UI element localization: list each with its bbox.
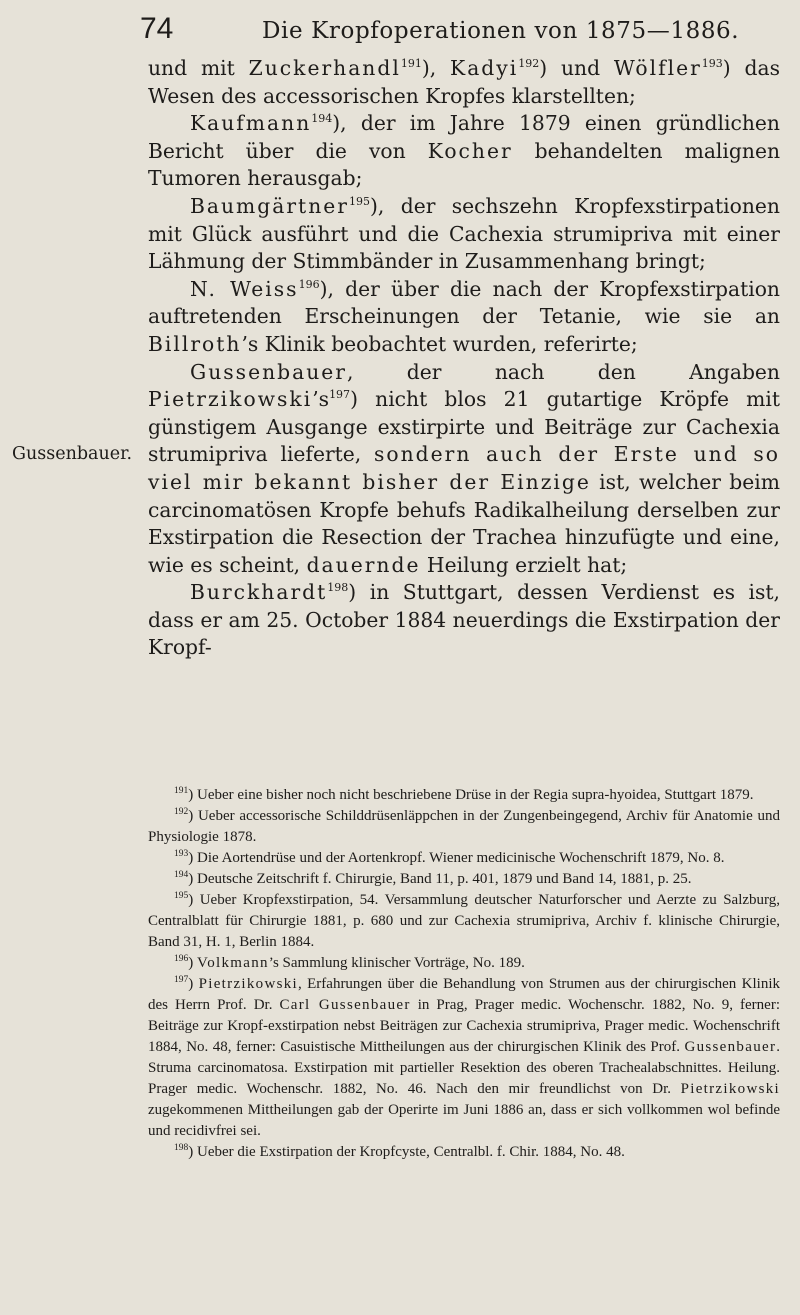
footnote-ref: 191 xyxy=(400,57,422,71)
footnote-ref: 195 xyxy=(348,195,370,209)
footnote-191: $^{191}$) Ueber eine bisher noch nicht beschriebene Drüse in der Regia supra-hyoidea, Stuttgart 1879. xyxy=(174,786,754,803)
footnote-ref: 196 xyxy=(298,277,320,291)
page-number: 74 xyxy=(140,12,174,45)
footnote-194: $^{194}$) Deutsche Zeitschrift f. Chirurgie, Band 11, p. 401, 1879 und Band 14, 1881, p. 25. xyxy=(174,870,692,887)
footnote-ref: 198 xyxy=(327,581,349,595)
author-name: Billroth xyxy=(148,331,242,356)
paragraph-2: Kaufmann$^{194}$), der im Jahre 1879 einen gründlichen Bericht über die von Kocher behandelten malignen Tumoren herausgab; xyxy=(148,111,781,191)
emphasis: dauernde xyxy=(306,552,421,577)
footnote-ref: 194 xyxy=(311,112,333,126)
author-name: Gussenbauer xyxy=(684,1039,777,1055)
author-name: Pietrzikowski xyxy=(198,976,299,992)
author-name: Carl Gussenbauer xyxy=(279,997,411,1013)
emphasis: sondern auch der Erste und so viel mir bekannt bisher der Einzige xyxy=(148,442,781,494)
footnote-195: $^{195}$) Ueber Kropfexstirpation, 54. Versammlung deutscher Naturforscher und Aerzte zu Salzburg, Centralblatt für Chirurgie 1881, p. 680 und zur Cachexia strumipriva, Archiv f. klinische Chirurgie, Band 31, H. 1, Berlin 1884. xyxy=(148,891,780,950)
main-text xyxy=(148,55,780,662)
author-name: Pietrzikowski xyxy=(148,387,313,412)
author-name: Gussenbauer xyxy=(190,359,347,384)
footnote-ref: 197 xyxy=(329,388,351,402)
author-name: Zuckerhandl xyxy=(248,56,401,80)
footnotes xyxy=(148,785,780,1163)
author-name: Baumgärtner xyxy=(190,193,349,218)
page-header xyxy=(140,8,780,48)
paragraph-5: Gussenbauer, der nach den Angaben $Pietrzikowski’s^{197}$) nicht blos 21 gutartige Kröpfe mit günstigem Ausgange exstirpirte und Beiträge zur Cachexia strumipriva lieferte, sondern auch der Erste und so viel mir bekannt bisher der Einzige ist, welcher beim carcinomatösen Kropfe behufs Radikalheilung derselben zur Exstirpation die Resection der Trachea hinzufügte und eine, wie es scheint, dauernde Heilung erzielt hat; xyxy=(148,359,781,577)
footnote-193: $^{193}$) Die Aortendrüse und der Aortenkropf. Wiener medicinische Wochenschrift 1879, No. 8. xyxy=(174,849,725,866)
paragraph-6: Burckhardt$^{198}$) in Stuttgart, dessen Verdienst es ist, dass er am 25. October 1884 neuerdings die Exstirpation der Kropf- xyxy=(148,580,780,660)
author-name: Kocher xyxy=(427,138,513,163)
footnote-196: $^{196}$) Volkmann’s Sammlung klinischer Vorträge, No. 189. xyxy=(174,954,525,971)
author-name: Kadyi xyxy=(450,56,519,80)
author-name: Kaufmann xyxy=(190,111,312,136)
paragraph-1: und mit Zuckerhandl$^{191}$), Kadyi$^{192}$) und Wölfler$^{193}$) das Wesen des accessorischen Kropfes klarstellten; xyxy=(148,56,781,108)
author-name: Burckhardt xyxy=(190,580,328,605)
footnote-192: $^{192}$) Ueber accessorische Schilddrüsenläppchen in der Zungenbeingegend, Archiv für Anatomie und Physiologie 1878. xyxy=(148,807,780,845)
author-name: Wölfler xyxy=(613,56,702,80)
author-name: Pietrzikowski xyxy=(680,1081,780,1097)
footnote-197: $^{197}$) Pietrzikowski, Erfahrungen über die Behandlung von Strumen aus der chirurgischen Klinik des Herrn Prof. Dr. Carl Gussenbauer in Prag, Prager medic. Wochenschr. 1882, No. 9, ferner: Beiträge zur Kropf-exstirpation nebst Beiträgen zur Cachexia strumipriva, Prager medic. Wochenschrift 1884, No. 48, ferner: Casuistische Mittheilungen aus der chirurgischen Klinik des Prof. Gussenbauer. Struma carcinomatosa. Exstirpation mit partieller Resektion des oberen Trachealabschnittes. Heilung. Prager medic. Wochenschr. 1882, No. 46. Nach den mir freundlichst von Dr. Pietrzikowski zugekommenen Mittheilungen gab der Operirte im Juni 1886 an, dass er sich vollkommen wol befinde und recidivfrei sei. xyxy=(148,975,780,1139)
running-title: Die Kropfoperationen von 1875—1886. xyxy=(262,18,740,44)
footnote-198: $^{198}$) Ueber die Exstirpation der Kropfcyste, Centralbl. f. Chir. 1884, No. 48. xyxy=(174,1143,625,1160)
paragraph-4: N. Weiss$^{196}$), der über die nach der Kropfexstirpation auftretenden Erscheinungen der Tetanie, wie sie an Billroth’s Klinik beobachtet wurden, referirte; xyxy=(148,276,780,356)
footnote-ref: 193 xyxy=(701,57,723,71)
margin-note: Gussenbauer. xyxy=(12,444,133,464)
author-name: Volkmann xyxy=(197,955,269,971)
footnote-ref: 192 xyxy=(518,57,540,71)
paragraph-3: Baumgärtner$^{195}$), der sechszehn Kropfexstirpationen mit Glück ausführt und die Cachexia strumipriva mit einer Lähmung der Stimmbänder in Zusammenhang bringt; xyxy=(148,193,780,274)
author-name: N. Weiss xyxy=(190,276,299,301)
